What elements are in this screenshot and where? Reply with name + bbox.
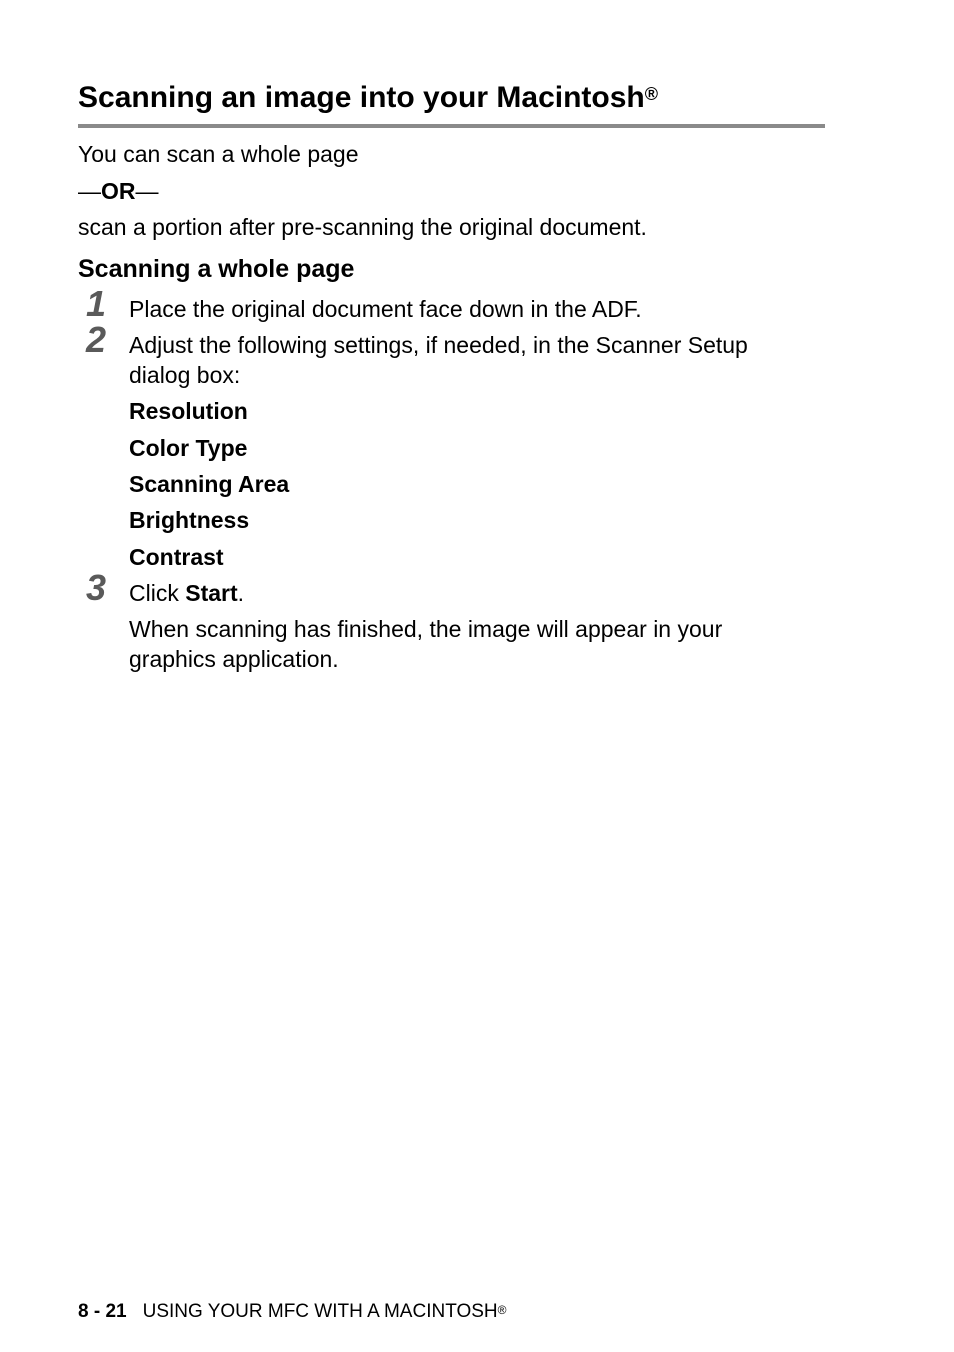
page-title-text: Scanning an image into your Macintosh xyxy=(78,81,645,114)
page-footer xyxy=(78,1298,506,1326)
step-3-result-line-1: When scanning has finished, the image will appear in your xyxy=(129,616,723,642)
setting-item: Resolution xyxy=(129,398,248,424)
footer-registered-mark: ® xyxy=(497,1303,507,1317)
setting-item: Scanning Area xyxy=(129,471,290,497)
footer-chapter-title: USING YOUR MFC WITH A MACINTOSH xyxy=(142,1301,498,1322)
footer-page-number: 8 - 21 xyxy=(78,1301,127,1322)
section-heading: Scanning a whole page xyxy=(78,255,355,283)
setting-item: Brightness xyxy=(129,507,250,533)
or-word: OR xyxy=(101,178,136,204)
step-2-text-line-1: Adjust the following settings, if needed, in the Scanner Setup xyxy=(129,332,748,358)
or-dash-right: — xyxy=(135,178,159,204)
step-number-2: 2 xyxy=(86,319,107,360)
intro-line-2: scan a portion after pre-scanning the original document. xyxy=(78,214,647,240)
step-3-text-suffix: . xyxy=(237,580,245,606)
step-3-result-line-2: graphics application. xyxy=(129,646,339,672)
or-separator xyxy=(78,176,159,206)
page-title xyxy=(78,78,658,118)
setting-item: Color Type xyxy=(129,435,248,461)
step-number-3: 3 xyxy=(86,567,107,608)
step-1-text: Place the original document face down in the ADF. xyxy=(129,296,642,322)
step-2-text-line-2: dialog box: xyxy=(129,362,241,388)
step-3-text-prefix: Click xyxy=(129,580,186,606)
step-number-1: 1 xyxy=(86,283,107,324)
setting-item: Contrast xyxy=(129,544,224,570)
or-dash-left: — xyxy=(78,178,101,204)
title-underline-rule xyxy=(78,124,825,128)
intro-line-1: You can scan a whole page xyxy=(78,141,359,167)
step-3-text xyxy=(129,578,244,608)
registered-mark: ® xyxy=(644,84,658,104)
start-label: Start xyxy=(185,580,238,606)
